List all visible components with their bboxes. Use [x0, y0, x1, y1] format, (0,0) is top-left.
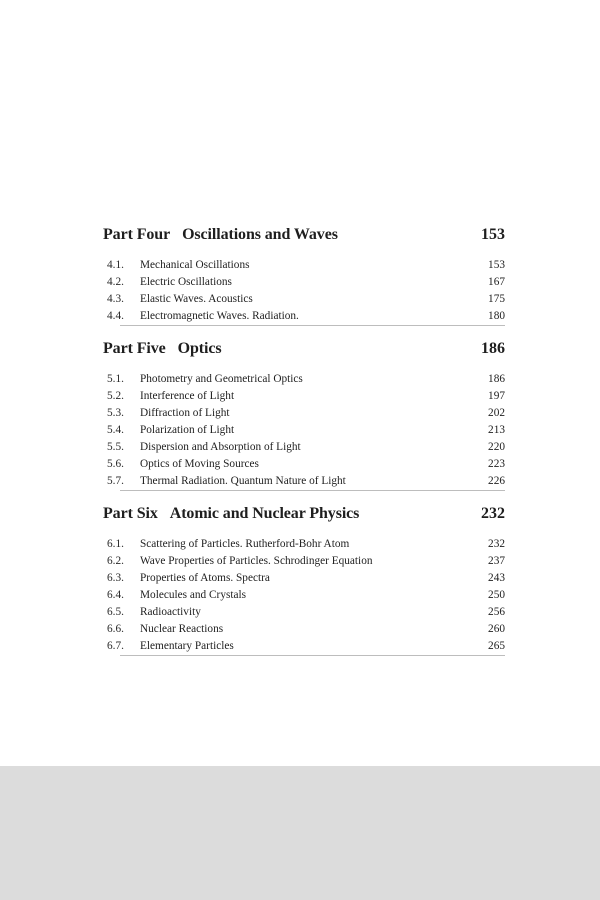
toc-entry[interactable] — [107, 536, 505, 553]
part-label: Part Four — [103, 226, 171, 243]
toc-entry[interactable] — [107, 274, 505, 291]
part-title — [103, 505, 359, 523]
entry-title: Polarization of Light — [140, 424, 235, 436]
toc-entry[interactable] — [107, 439, 505, 456]
toc-part-five — [103, 340, 505, 491]
entry-title: Thermal Radiation. Quantum Nature of Light — [140, 475, 346, 487]
entry-page-number: 237 — [488, 555, 505, 567]
toc-entry[interactable] — [107, 371, 505, 388]
table-of-contents — [103, 226, 505, 656]
entry-number: 5.6. — [107, 458, 124, 470]
entry-page-number: 250 — [488, 589, 505, 601]
part-page-number: 153 — [481, 226, 505, 243]
entry-title: Properties of Atoms. Spectra — [140, 572, 270, 584]
entry-title: Wave Properties of Particles. Schrodinger Equation — [140, 555, 373, 567]
entry-page-number: 213 — [488, 424, 505, 436]
viewer-background — [0, 766, 600, 900]
entry-number: 6.5. — [107, 606, 124, 618]
entry-number: 5.3. — [107, 407, 124, 419]
part-title — [103, 226, 338, 244]
entry-title: Radioactivity — [140, 606, 201, 618]
toc-entry[interactable] — [107, 308, 505, 325]
toc-part-six — [103, 505, 505, 656]
toc-entry[interactable] — [107, 638, 505, 655]
entry-title: Interference of Light — [140, 390, 235, 402]
entry-title: Scattering of Particles. Rutherford-Bohr Atom — [140, 538, 350, 550]
entry-page-number: 232 — [488, 538, 505, 550]
entry-number: 4.3. — [107, 293, 124, 305]
part-label: Part Six — [103, 505, 158, 522]
section-spacer — [103, 326, 505, 340]
part-heading[interactable] — [103, 505, 505, 529]
section-spacer — [103, 491, 505, 505]
entry-page-number: 202 — [488, 407, 505, 419]
entry-title: Nuclear Reactions — [140, 623, 224, 635]
entry-number: 5.4. — [107, 424, 124, 436]
part-name: Oscillations and Waves — [182, 226, 338, 243]
toc-entry[interactable] — [107, 257, 505, 274]
entry-title: Electric Oscillations — [140, 276, 232, 288]
entry-number: 4.4. — [107, 310, 124, 322]
entry-title: Elastic Waves. Acoustics — [140, 293, 253, 305]
entry-title: Electromagnetic Waves. Radiation. — [140, 310, 299, 322]
part-heading[interactable] — [103, 226, 505, 250]
entry-title: Photometry and Geometrical Optics — [140, 373, 303, 385]
entry-number: 4.2. — [107, 276, 124, 288]
entry-number: 6.2. — [107, 555, 124, 567]
entry-number: 6.4. — [107, 589, 124, 601]
toc-entry-list — [107, 536, 505, 656]
entry-number: 6.7. — [107, 640, 124, 652]
part-name: Optics — [177, 340, 222, 357]
entry-page-number: 226 — [488, 475, 505, 487]
entry-number: 6.3. — [107, 572, 124, 584]
toc-entry[interactable] — [107, 587, 505, 604]
entry-page-number: 153 — [488, 259, 505, 271]
toc-entry[interactable] — [107, 553, 505, 570]
part-label: Part Five — [103, 340, 166, 357]
entry-title: Dispersion and Absorption of Light — [140, 441, 301, 453]
entry-page-number: 167 — [488, 276, 505, 288]
toc-part-four — [103, 226, 505, 326]
entry-title: Optics of Moving Sources — [140, 458, 259, 470]
entry-title: Elementary Particles — [140, 640, 234, 652]
entry-number: 6.6. — [107, 623, 124, 635]
entry-page-number: 260 — [488, 623, 505, 635]
toc-entry[interactable] — [107, 456, 505, 473]
part-page-number: 186 — [481, 340, 505, 357]
toc-entry[interactable] — [107, 473, 505, 490]
entry-title: Mechanical Oscillations — [140, 259, 250, 271]
entry-page-number: 265 — [488, 640, 505, 652]
entry-number: 5.2. — [107, 390, 124, 402]
toc-entry[interactable] — [107, 604, 505, 621]
entry-page-number: 175 — [488, 293, 505, 305]
toc-entry[interactable] — [107, 570, 505, 587]
entry-title: Molecules and Crystals — [140, 589, 247, 601]
entry-number: 5.5. — [107, 441, 124, 453]
entry-title: Diffraction of Light — [140, 407, 230, 419]
toc-entry[interactable] — [107, 405, 505, 422]
toc-entry[interactable] — [107, 388, 505, 405]
entry-page-number: 180 — [488, 310, 505, 322]
toc-entry-list — [107, 371, 505, 491]
entry-number: 6.1. — [107, 538, 124, 550]
entry-page-number: 220 — [488, 441, 505, 453]
toc-entry-list — [107, 257, 505, 326]
toc-entry[interactable] — [107, 621, 505, 638]
part-name: Atomic and Nuclear Physics — [169, 505, 360, 522]
toc-entry[interactable] — [107, 422, 505, 439]
entry-page-number: 186 — [488, 373, 505, 385]
entry-number: 4.1. — [107, 259, 124, 271]
entry-page-number: 256 — [488, 606, 505, 618]
toc-entry[interactable] — [107, 291, 505, 308]
entry-page-number: 243 — [488, 572, 505, 584]
part-heading[interactable] — [103, 340, 505, 364]
entry-page-number: 197 — [488, 390, 505, 402]
part-page-number: 232 — [481, 505, 505, 522]
entry-page-number: 223 — [488, 458, 505, 470]
part-title — [103, 340, 221, 358]
entry-number: 5.1. — [107, 373, 124, 385]
entry-number: 5.7. — [107, 475, 124, 487]
